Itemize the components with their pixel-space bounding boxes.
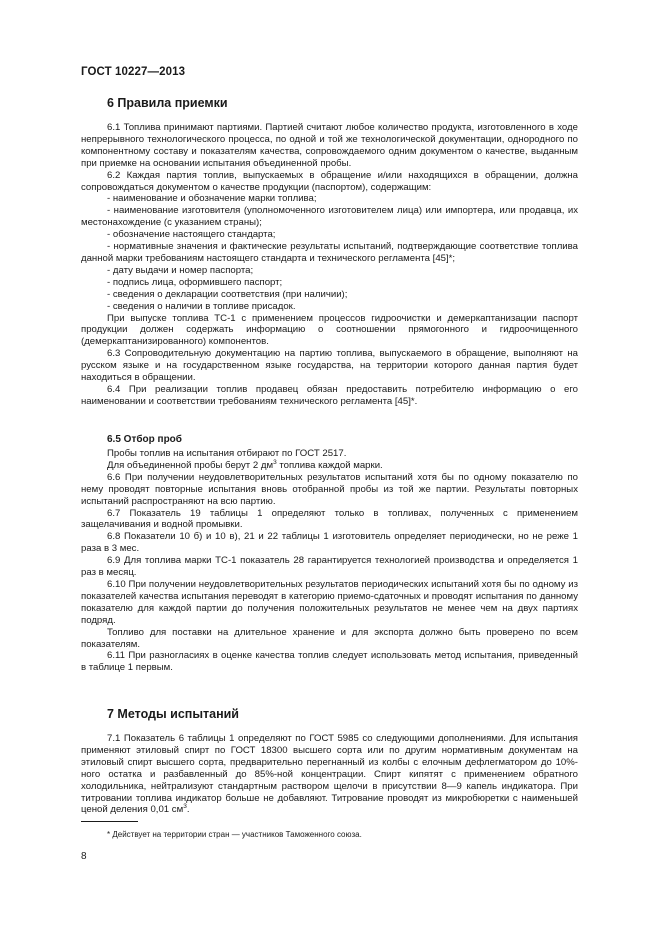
page-number: 8 xyxy=(81,851,87,862)
paragraph-6-3: 6.3 Сопроводительную документацию на партию топлива, выпускаемого в обращение, выполняют на русском языке и на государственном языке государства, на территории которого данная партия будет находиться в обращении. xyxy=(81,348,578,384)
paragraph-6-11: 6.11 При разногласиях в оценке качества топлив следует использовать метод испытания, приведенный в таблице 1 первым. xyxy=(81,650,578,674)
list-item: - сведения о декларации соответствия (при наличии); xyxy=(107,288,348,300)
paragraph-6-1: 6.1 Топлива принимают партиями. Партией считают любое количество продукта, изготовленного в ходе непрерывного технологического процесса, по одной и той же технологической документации, однородного по компонентному составу и показателям качества, сопровождаемого одним документом о качестве, выданным при приемке на основании испытания объединенной пробы. xyxy=(81,122,578,169)
paragraph-6-6: 6.6 При получении неудовлетворительных результатов испытаний хотя бы по одному показателю по нему проводят повторные испытания вновь отобранной пробы из той же партии. Результаты повторных испытаний распространяют на всю партию. xyxy=(81,471,578,507)
paragraph-6-10: 6.10 При получении неудовлетворительных результатов периодических испытаний хотя бы по одному из показателей качества испытания переводят в категорию приемо-сдаточных и проводят испытания по данному показателю для каждой партии до получения положительных результатов не менее чем на двух партиях подряд. xyxy=(81,578,578,626)
paragraph-6-9: 6.9 Для топлива марки ТС-1 показатель 28 гарантируется технологией производства и определяется 1 раз в месяц. xyxy=(81,555,578,579)
document-header: ГОСТ 10227—2013 xyxy=(81,66,186,78)
section-6-title: 6 Правила приемки xyxy=(107,96,228,110)
list-item: - наименование изготовителя (уполномоченного изготовителем лица) или импортера, или продавца, их местонахождение (с указанием страны); xyxy=(81,205,578,229)
paragraph-7-1-text-b: . xyxy=(186,804,190,816)
section-7-body xyxy=(81,733,578,816)
section-6-body xyxy=(81,122,578,408)
footnote-divider xyxy=(81,821,138,822)
paragraph-6-8: 6.8 Показатели 10 б) и 10 в), 21 и 22 таблицы 1 изготовитель определяет периодически, но не реже 1 раза в 3 мес. xyxy=(81,531,578,555)
sample-2-text-b: топлива каждой марки. xyxy=(276,459,383,471)
paragraph-7-1-text-a: 7.1 Показатель 6 таблицы 1 определяют по ГОСТ 5985 со следующими дополнениями. Для испытания применяют этиловый спирт по ГОСТ 18300 высшего сорта или по другим нормативным документам на этиловый спирт высшего сорта, предварительно перегнанный из колбы с елочным дефлегматором до 10%-ного остатка и разбавленный до 85%-ной концентрации. Спирт кипятят с применением обратного холодильника, нейтрализуют стандартным раствором щелочи в присутствии 8—9 капель индикатора. При титровании топлива индикатор больше не добавляют. Титрование проводят из микробюретки с наименьшей ценой деления 0,01 см xyxy=(81,733,578,816)
list-item: - нормативные значения и фактические результаты испытаний, подтверждающие соответствие топлива данной марки требованиям настоящего стандарта и технического регламента [45]*; xyxy=(81,241,578,264)
list-item: - сведения о наличии в топливе присадок. xyxy=(107,300,296,312)
paragraph-6-4: 6.4 При реализации топлив продавец обязан предоставить потребителю информацию о его наименовании и соответствии требованиям технического регламента [45]*. xyxy=(81,383,578,407)
paragraph-sample-2 xyxy=(81,460,578,472)
paragraph-ts1: При выпуске топлива ТС-1 с применением процессов гидроочистки и демеркаптанизации паспорт продукции должен содержать информацию о соотношении прямогонного и гидроочищенного (демеркаптанизированного) компонентов. xyxy=(81,312,578,348)
list-item: - подпись лица, оформившего паспорт; xyxy=(107,276,283,288)
subsection-6-5-title: 6.5 Отбор проб xyxy=(107,434,182,445)
list-item: - обозначение настоящего стандарта; xyxy=(107,229,276,241)
footnote: * Действует на территории стран — участников Таможенного союза. xyxy=(107,830,362,839)
section-7-title: 7 Методы испытаний xyxy=(107,707,239,721)
paragraph-sample-1: Пробы топлив на испытания отбирают по ГОСТ 2517. xyxy=(107,448,347,459)
list-item: - наименование и обозначение марки топлива; xyxy=(107,193,317,205)
paragraph-7-1-superscript: 3 xyxy=(183,803,187,811)
paragraph-7-1 xyxy=(81,733,578,816)
sample-2-text-a: Для объединенной пробы берут 2 дм xyxy=(107,459,274,471)
section-6-5-body xyxy=(81,448,578,674)
paragraph-6-7: 6.7 Показатель 19 таблицы 1 определяют только в топливах, полученных с применением защелачивания и водной промывки. xyxy=(81,507,578,531)
paragraph-storage: Топливо для поставки на длительное хранение и для экспорта должно быть проверено по всем показателям. xyxy=(81,626,578,650)
paragraph-6-2: 6.2 Каждая партия топлив, выпускаемых в обращение и/или находящихся в обращении, должна сопровождаться документом о качестве продукции (паспортом), содержащим: xyxy=(81,169,578,193)
sample-2-superscript: 3 xyxy=(273,458,277,466)
list-item: - дату выдачи и номер паспорта; xyxy=(107,264,254,276)
